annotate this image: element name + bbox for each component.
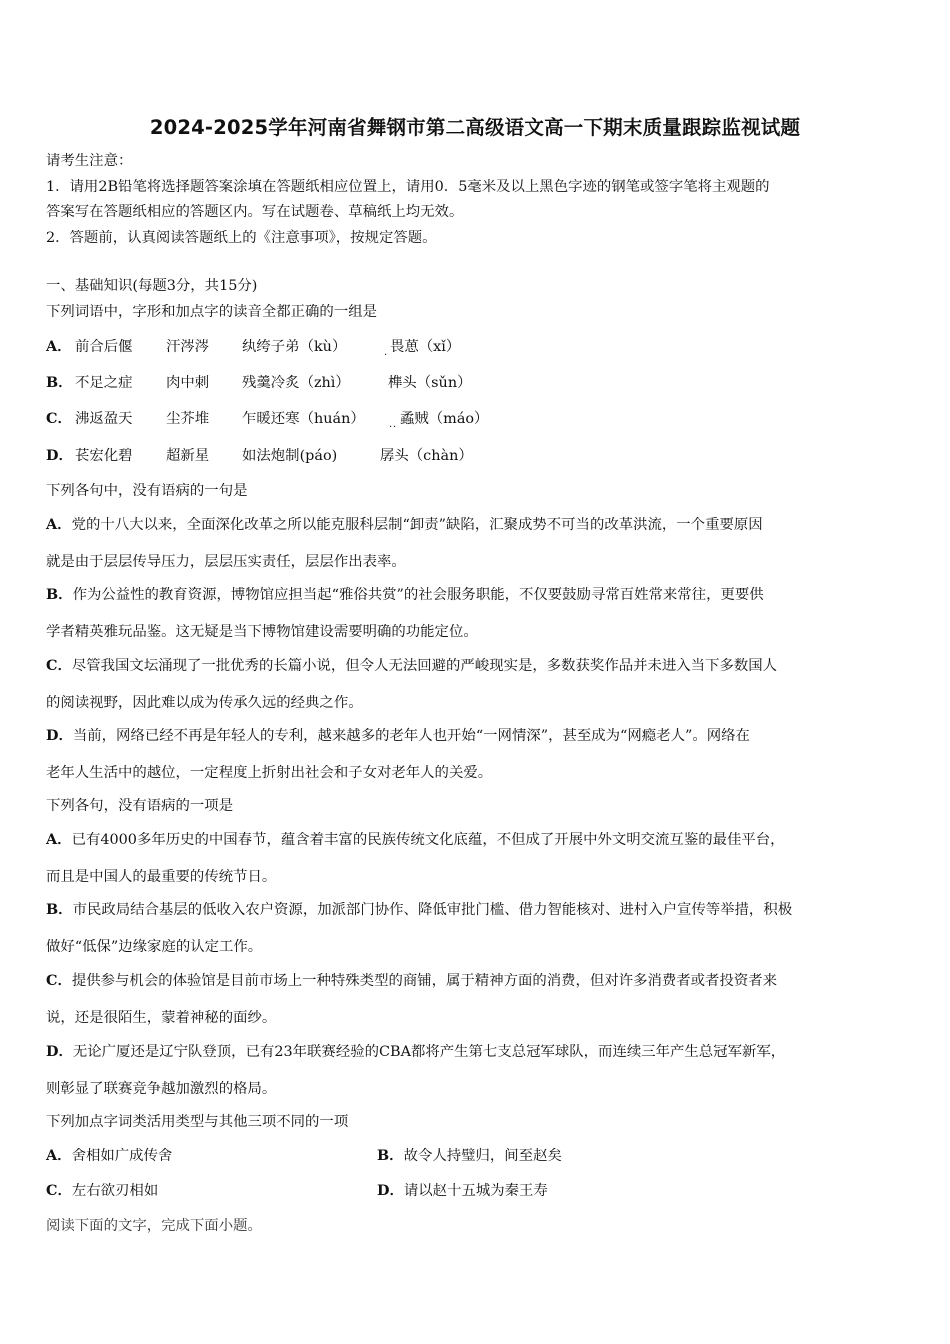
option-word: 如法炮制(páo) bbox=[242, 448, 338, 464]
option-label: D． bbox=[46, 1043, 73, 1060]
option-label: A． bbox=[46, 338, 72, 355]
option-word: 超新星 bbox=[166, 448, 210, 464]
emphasis-dot-icon: · bbox=[389, 422, 393, 433]
option-word: 前合后偃 bbox=[75, 339, 133, 355]
option-label: C． bbox=[46, 972, 72, 989]
q3-option-a-line-2: 而且是中国人的最重要的传统节日。 bbox=[46, 869, 277, 885]
notice-item-1-line-1: 1．请用2B铅笔将选择题答案涂填在答题纸相应位置上，请用0．5毫米及以上黑色字迹的钢笔或签字笔将主观题的 bbox=[46, 179, 770, 195]
q3-option-c-line-1: C．提供参与机会的体验馆是目前市场上一种特殊类型的商铺，属于精神方面的消费，但对许多消费者或者投资者来 bbox=[46, 972, 778, 989]
option-word: 纨绔子弟（kù） bbox=[242, 339, 347, 355]
section-heading: 一、基础知识(每题3分，共15分) bbox=[46, 278, 258, 294]
option-label: C． bbox=[46, 410, 72, 427]
option-label: D． bbox=[46, 727, 73, 744]
option-word: 苌宏化碧 bbox=[75, 448, 133, 464]
option-label: A． bbox=[46, 516, 72, 533]
option-label: B． bbox=[46, 374, 73, 391]
q2-option-c-line-1: C．尽管我国文坛涌现了一批优秀的长篇小说，但令人无法回避的严峻现实是，多数获奖作品并未进入当下多数国人 bbox=[46, 657, 778, 674]
option-word: 残羹冷炙（zhì） bbox=[242, 375, 350, 391]
notice-heading: 请考生注意： bbox=[46, 153, 133, 169]
option-word: 沸返盈天 bbox=[75, 411, 133, 427]
q3-stem: 下列各句，没有语病的一项是 bbox=[46, 798, 234, 814]
q2-option-b-line-1: B．作为公益性的教育资源，博物馆应担当起“雅俗共赏”的社会服务职能，不仅要鼓励寻常百姓常来常往，更要供 bbox=[46, 586, 764, 603]
emphasis-dot-icon: · bbox=[384, 350, 388, 361]
reading-instruction: 阅读下面的文字，完成下面小题。 bbox=[46, 1218, 262, 1234]
option-label: C． bbox=[46, 657, 72, 674]
q3-option-a-line-1: A．已有4000多年历史的中国春节，蕴含着丰富的民族传统文化底蕴，不但成了开展中外文明交流互鉴的最佳平台， bbox=[46, 831, 785, 848]
option-label: A． bbox=[46, 831, 72, 848]
q4-option-a: A．舍相如广成传舍 bbox=[46, 1147, 173, 1164]
option-label: A． bbox=[46, 1147, 72, 1164]
q3-option-b-line-2: 做好“低保”边缘家庭的认定工作。 bbox=[46, 939, 263, 955]
notice-item-2: 2．答题前，认真阅读答题纸上的《注意事项》，按规定答题。 bbox=[46, 230, 437, 246]
option-word: 榫头（sǔn） bbox=[388, 375, 472, 391]
option-label: B． bbox=[377, 1147, 404, 1164]
option-word: 不足之症 bbox=[75, 375, 133, 391]
q4-option-d: D．请以赵十五城为秦王寿 bbox=[377, 1182, 548, 1199]
q3-option-d-line-1: D．无论广厦还是辽宁队登顶，已有23年联赛经验的CBA都将产生第七支总冠军球队，而连续三年产生总冠军新军， bbox=[46, 1043, 786, 1060]
q2-stem: 下列各句中，没有语病的一句是 bbox=[46, 483, 248, 499]
q2-option-b-line-2: 学者精英雅玩品鉴。这无疑是当下博物馆建设需要明确的功能定位。 bbox=[46, 624, 478, 640]
q4-stem: 下列加点字词类活用类型与其他三项不同的一项 bbox=[46, 1114, 349, 1130]
option-label: B． bbox=[46, 901, 73, 918]
q1-stem: 下列词语中，字形和加点字的读音全都正确的一组是 bbox=[46, 304, 377, 320]
q2-option-d-line-1: D．当前，网络已经不再是年轻人的专利，越来越多的老年人也开始“一网情深”，甚至成为“网瘾老人”。网络在 bbox=[46, 727, 750, 744]
notice-item-1-line-2: 答案写在答题纸相应的答题区内。写在试题卷、草稿纸上均无效。 bbox=[46, 204, 464, 220]
q2-option-a-line-2: 就是由于层层传导压力，层层压实责任，层层作出表率。 bbox=[46, 554, 406, 570]
option-word: 畏葸（xǐ） bbox=[390, 339, 461, 355]
q2-option-a-line-1: A．党的十八大以来，全面深化改革之所以能克服科层制“卸责”缺陷，汇聚成势不可当的改革洪流，一个重要原因 bbox=[46, 516, 763, 533]
page-title: 2024-2025学年河南省舞钢市第二高级语文高一下期末质量跟踪监视试题 bbox=[149, 116, 801, 139]
q3-option-d-line-2: 则彰显了联赛竞争越加激烈的格局。 bbox=[46, 1081, 277, 1097]
option-label: B． bbox=[46, 586, 73, 603]
q3-option-c-line-2: 说，还是很陌生，蒙着神秘的面纱。 bbox=[46, 1010, 277, 1026]
option-label: C． bbox=[46, 1182, 72, 1199]
q4-option-b: B．故令人持璧归，间至赵矣 bbox=[377, 1147, 562, 1164]
option-label: D． bbox=[377, 1182, 404, 1199]
option-label: D． bbox=[46, 447, 73, 464]
q2-option-d-line-2: 老年人生活中的越位，一定程度上折射出社会和子女对老年人的关爱。 bbox=[46, 765, 493, 781]
option-word: 孱头（chàn） bbox=[380, 448, 473, 464]
option-word: 乍暖还寒（huán） bbox=[242, 411, 365, 427]
option-word: 蟊贼（máo） bbox=[400, 411, 489, 427]
option-word: 汗涔涔 bbox=[166, 339, 210, 355]
option-word: 尘芥堆 bbox=[166, 411, 210, 427]
q4-option-c: C．左右欲刃相如 bbox=[46, 1182, 159, 1199]
q2-option-c-line-2: 的阅读视野，因此难以成为传承久远的经典之作。 bbox=[46, 695, 363, 711]
emphasis-dot-icon: · bbox=[393, 422, 397, 433]
q3-option-b-line-1: B．市民政局结合基层的低收入农户资源，加派部门协作、降低审批门槛、借力智能核对、进村入户宣传等举措，积极 bbox=[46, 901, 793, 918]
option-word: 肉中刺 bbox=[166, 375, 210, 391]
